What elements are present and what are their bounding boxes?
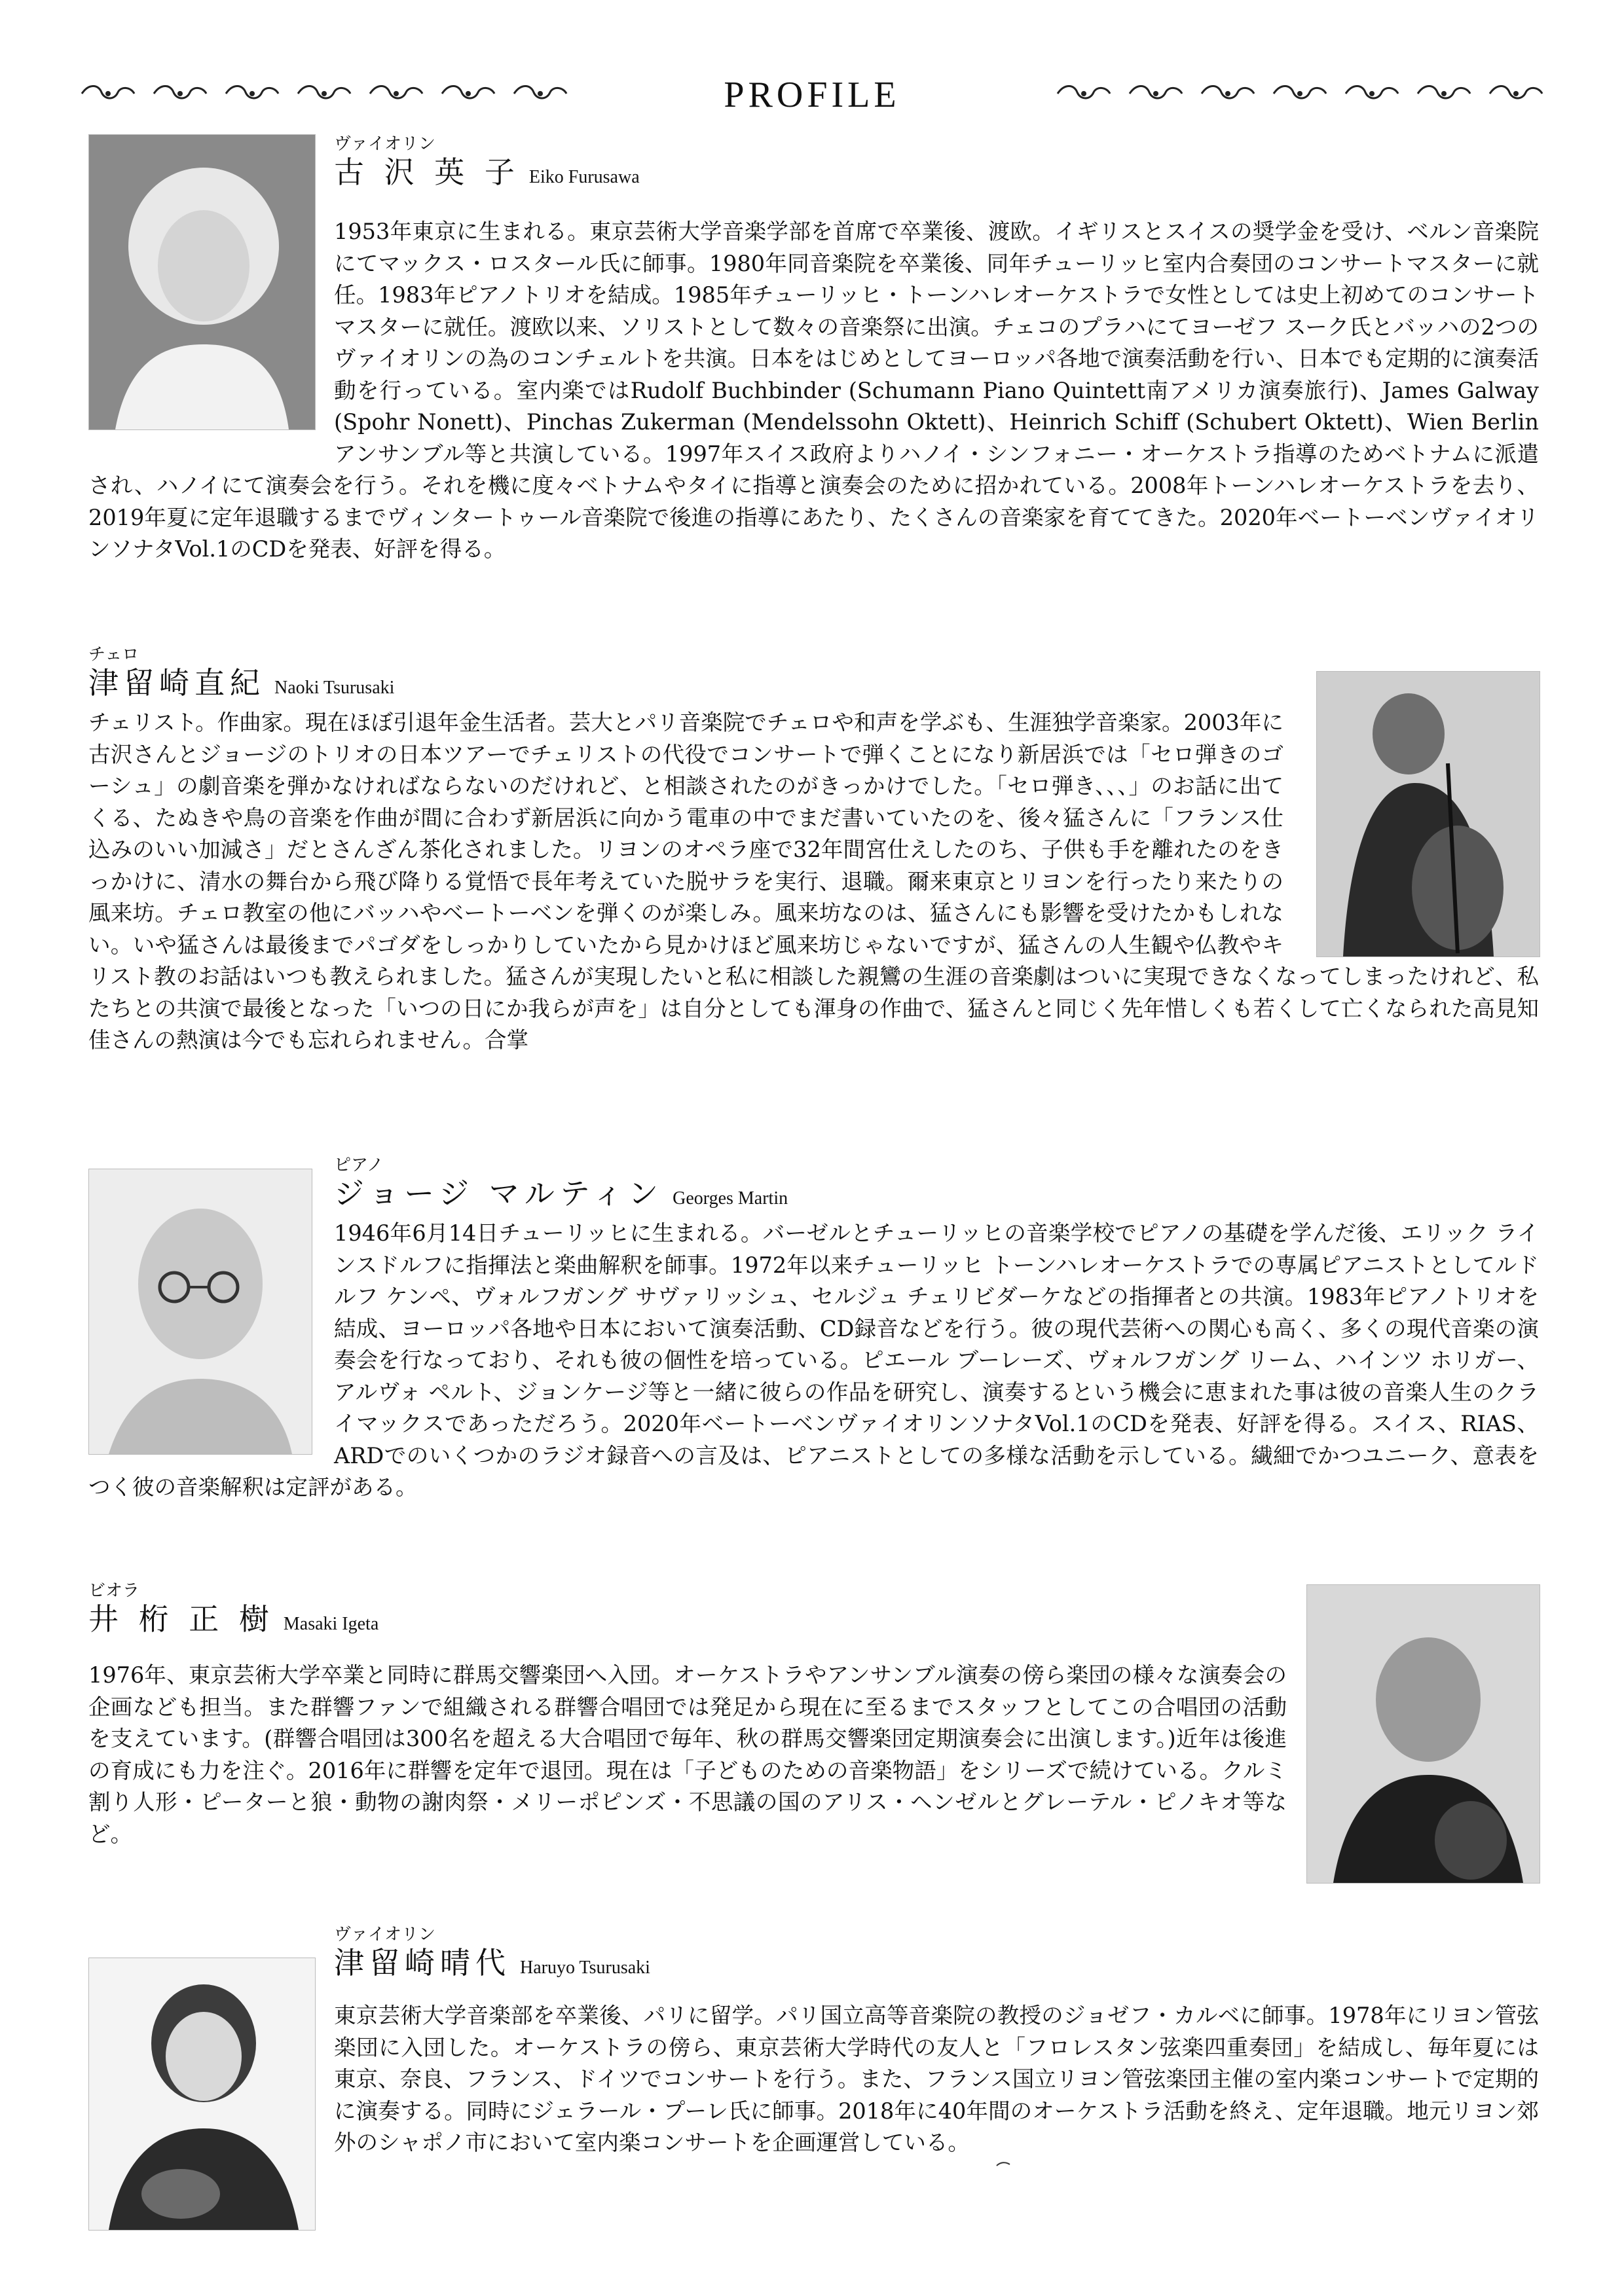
performer-name — [88, 665, 1267, 706]
bio-haruyo — [334, 2000, 1539, 2159]
portrait-haruyo — [88, 1958, 316, 2231]
bio-naoki — [88, 707, 1539, 1057]
bio-text: 東京芸術大学音楽部を卒業後、パリに留学。パリ国立高等音楽院の教授のジョゼフ・カルベに師事。1978年にリヨン管弦楽団に入団した。オーケストラの傍ら、東京芸術大学時代の友人と「フロレスタン弦楽四重奏団」を結成し、毎年夏には東京、奈良、フランス、ドイツでコンサートを行う。また、フランス国立リヨン管弦楽団主催の室内楽コンサートで定期的に演奏する。同時にジェラール・プーレ氏に師事。2018年に40年間のオーケストラ活動を終え、定年退職。地元リヨン郊外のシャポノ市において室内楽コンサートを企画運営している。 — [334, 2003, 1539, 2155]
name-en: Naoki Tsurusaki — [274, 678, 395, 698]
bio-furusawa — [88, 216, 1539, 566]
scroll-ornament-icon — [1414, 81, 1473, 107]
portrait-photo-icon — [89, 1958, 315, 2230]
photo-spacer — [1283, 707, 1539, 959]
scroll-ornament-icon — [1342, 81, 1401, 107]
bio-text: 1953年東京に生まれる。東京芸術大学音楽学部を首席で卒業後、渡欧。イギリスとスイスの奨学金を受け、ベルン音楽院にてマックス・ロスタール氏に師事。1980年同音楽院を卒業後、同年チューリッヒ室内合奏団のコンサートマスターに就任。1983年ピアノトリオを結成。1985年チューリッヒ・トーンハレオーケストラで女性としては史上初めてのコンサートマスターに就任。渡欧以来、ソリストとして数々の音楽祭に出演。チェコのプラハにてヨーゼフ スーク氏とバッハの2つのヴァイオリンの為のコンチェルトを共演。日本をはじめとしてヨーロッパ各地で演奏活動を行い、日本でも定期的に演奏活動を行っている。室内楽ではRudolf Buchbinder (Schumann Piano Quintett南アメリカ演奏旅行)、James Galway (Spohr Nonett)、Pinchas Zukerman (Mendelssohn Oktett)、Heinrich Schiff (Schubert Oktett)、Wien Berlinアンサンブル等と共演している。1997年スイス政府よりハノイ・シンフォニー・オーケストラ指導のためベトナムに派遣され、ハノイにて演奏会を行う。それを機に度々ベトナムやタイに指導と演奏会のために招かれている。2008年トーンハレオーケストラを去り、2019年夏に定年退職するまでヴィンタートゥール音楽院で後進の指導にあたり、たくさんの音楽家を育ててきた。2020年ベートーベンヴァイオリンソナタVol.1のCDを発表、好評を得る。 — [88, 219, 1539, 562]
name-en: Masaki Igeta — [283, 1614, 379, 1634]
name-ja: 古 沢 英 子 — [334, 155, 520, 190]
name-ja: 井 桁 正 樹 — [88, 1601, 274, 1637]
ornament-right — [1054, 81, 1545, 107]
bio-text: 1946年6月14日チューリッヒに生まれる。バーゼルとチューリッヒの音楽学校でピアノの基礎を学んだ後、エリック ラインスドルフに指揮法と楽曲解釈を師事。1972年以来チューリッヒ トーンハレオーケストラでの専属ピアニストとしてルドルフ ケンペ、ヴォルフガング サヴァリッシュ、セルジュ チェリビダーケなどの指揮者との共演。1983年ピアノトリオを結成、ヨーロッパ各地や日本において演奏活動、CD録音などを行う。彼の現代芸術への関心も高く、多くの現代音楽の演奏会を行なっており、それも彼の個性を培っている。ピエール ブーレーズ、ヴォルフガング リーム、ハインツ ホリガー、アルヴォ ペルト、ジョンケージ等と一緒に彼らの作品を研究し、演奏するという機会に恵まれた事は彼の音楽人生のクライマックスであっただろう。2020年ベートーベンヴァイオリンソナタVol.1のCDを発表、好評を得る。スイス、RIAS、ARDでのいくつかのラジオ録音への言及は、ピアニストとしての多様な活動を示している。繊細でかつユニーク、意表をつく彼の音楽解釈は定評がある。 — [88, 1220, 1539, 1500]
header-igeta — [88, 1581, 1267, 1643]
bio-text: チェリスト。作曲家。現在ほぼ引退年金生活者。芸大とパリ音楽院でチェロや和声を学ぶも、生涯独学音楽家。2003年に古沢さんとジョージのトリオの日本ツアーでチェリストの代役でコンサートで弾くことになり新居浜では「セロ弾きのゴーシュ」の劇音楽を弾かなければならないのだけれど、と相談されたのがきっかけでした。「セロ弾き、、、」のお話に出てくる、たぬきや鳥の音楽を作曲が間に合わず新居浜に向かう電車の中でまだ書いていたのを、後々猛さんに「フランス仕込みのいい加減さ」だとさんざん茶化されました。リヨンのオペラ座で32年間宮仕えしたのち、子供も手を離れたのをきっかけに、清水の舞台から飛び降りる覚悟で長年考えていた脱サラを実行、退職。爾来東京とリヨンを行ったり来たりの風来坊。チェロ教室の他にバッハやベートーベンを弾くのが楽しみ。風来坊なのは、猛さんにも影響を受けたかもしれない。いや猛さんは最後までパゴダをしっかりしていたから見かけほど風来坊じゃないですが、猛さんの人生観や仏教やキリスト教のお話はいつも教えられました。猛さんが実現したいと私に相談した親鸞の生涯の音楽劇はついに実現できなくなってしまったけれど、私たちとの共演で最後となった「いつの日にか我らが声を」は自分としても渾身の作曲で、猛さんと同じく先年惜しくも若くして亡くなられた高見知佳さんの熱演は今でも忘れられません。合掌 — [88, 710, 1539, 1053]
scroll-ornament-icon — [1126, 81, 1185, 107]
performer-name — [88, 1601, 1267, 1643]
name-ja: 津留崎晴代 — [334, 1945, 511, 1980]
header-haruyo — [334, 1925, 1539, 1986]
photo-spacer — [1287, 1660, 1539, 1886]
scroll-ornament-icon — [1054, 81, 1113, 107]
role-label: ビオラ — [88, 1581, 140, 1601]
header-naoki — [88, 645, 1267, 706]
name-en: Eiko Furusawa — [528, 167, 640, 187]
scroll-ornament-icon — [1270, 81, 1329, 107]
header-furusawa — [334, 134, 1539, 196]
photo-spacer — [88, 216, 334, 439]
role-label: ピアノ — [334, 1156, 384, 1175]
performer-name — [334, 1944, 1539, 1986]
bio-martin — [88, 1218, 1539, 1504]
role-label: ヴァイオリン — [334, 134, 435, 154]
footer-mark-icon — [995, 2160, 1011, 2167]
performer-name — [334, 154, 1539, 196]
role-label: ヴァイオリン — [334, 1925, 435, 1944]
scroll-ornament-icon — [1486, 81, 1545, 107]
header-martin — [334, 1156, 1539, 1217]
bio-igeta — [88, 1660, 1539, 1886]
name-en: Haruyo Tsurusaki — [520, 1958, 650, 1978]
photo-spacer — [88, 1218, 334, 1470]
page-header — [79, 62, 1545, 134]
performer-name — [334, 1175, 1539, 1217]
scroll-ornament-icon — [1198, 81, 1257, 107]
bio-text: 1976年、東京芸術大学卒業と同時に群馬交響楽団へ入団。オーケストラやアンサンブル演奏の傍ら楽団の様々な演奏会の企画なども担当。また群響ファンで組織される群響合唱団では発足から現在に至るまでスタッフとしてこの合唱団の活動を支えています。(群響合唱団は300名を超える大合唱団で毎年、秋の群馬交響楽団定期演奏会に出演します。)近年は後進の育成にも力を注ぐ。2016年に群響を定年で退団。現在は「子どものための音楽物語」をシリーズで続けている。クルミ割り人形・ピーターと狼・動物の謝肉祭・メリーポピンズ・不思議の国のアリス・ヘンゼルとグレーテル・ピノキオ等など。 — [88, 1662, 1287, 1847]
name-en: Georges Martin — [673, 1188, 788, 1209]
role-label: チェロ — [88, 645, 139, 665]
page-title: PROFILE — [724, 75, 900, 115]
name-ja: 津留崎直紀 — [88, 665, 265, 701]
name-ja: ジョージ マルティン — [334, 1176, 664, 1211]
